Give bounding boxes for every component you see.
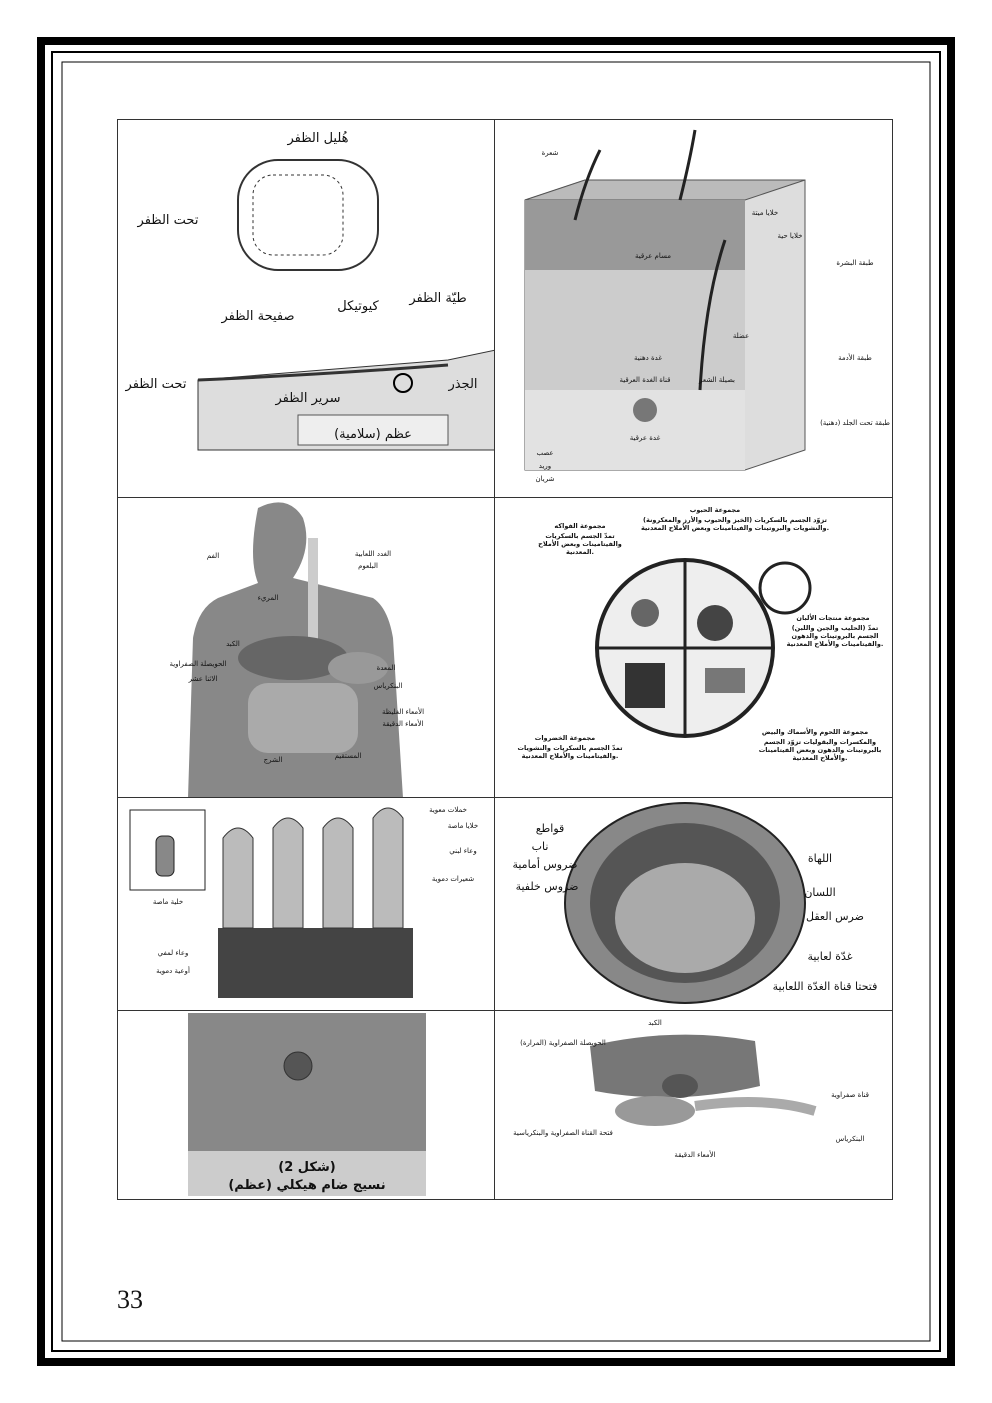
label-incisors: قواطع: [535, 822, 565, 835]
label-dermis: طبقة الأدمة: [838, 354, 872, 362]
page-number: 33: [117, 1285, 143, 1314]
label-cuticle: كيوتيكل: [337, 299, 379, 314]
label-small-intestine: الأمعاء الدقيقة: [674, 1151, 716, 1159]
label-stomach: المعدة: [376, 664, 396, 672]
mouth-diagram-cell: [494, 797, 893, 1011]
bone-tissue-image: [118, 1011, 495, 1200]
label-epidermis: طبقة البشرة: [836, 259, 874, 267]
label-uvula: اللهاة: [807, 852, 833, 865]
label-nerve: عصب: [536, 449, 554, 457]
label-liver: الكبد: [648, 1019, 662, 1027]
label-rectum: المستقيم: [334, 752, 362, 760]
label-sweat-duct: قناة الغدة العرقية: [619, 376, 671, 384]
label-premolars: ضروس أمامية: [512, 858, 578, 871]
label-lacteal: وعاء لبني: [449, 847, 477, 855]
villi-diagram: [118, 798, 495, 1011]
label-large-intestine: الأمعاء الغليظة: [381, 708, 425, 716]
label-artery: شريان: [535, 475, 555, 483]
label-gallbladder: الحويصلة الصفراوية (المرارة): [520, 1039, 606, 1047]
label-common-opening: فتحة القناة الصفراوية والبنكرياسية: [513, 1129, 613, 1137]
food-protein-title: مجموعة اللحوم والأسماك والبيض: [761, 728, 869, 736]
label-hair: شعرة: [541, 149, 559, 157]
label-molars: ضروس خلفية: [515, 880, 579, 893]
label-live-cells: خلايا حية: [777, 232, 803, 240]
label-salivary: الغدد اللعابية: [354, 550, 392, 558]
label-muscle: عضلة: [732, 332, 750, 340]
label-blood-vessels: أوعية دموية: [156, 967, 190, 975]
label-absorptive: خلايا ماصة: [447, 822, 479, 830]
label-bone: عظم (سلامية): [334, 427, 412, 442]
label-pore: مسام عرقية: [635, 252, 671, 260]
nail-diagram-cell: [117, 119, 495, 498]
label-sweat-gland: غدة عرقية: [629, 434, 661, 442]
label-liver: الكبد: [226, 640, 240, 648]
label-subcutaneous: طبقة تحت الجلد (دهنية): [820, 419, 890, 427]
digestive-system-cell: [117, 497, 495, 798]
bone-caption-line2: نسيج ضام هيكلي (عظم): [228, 1178, 386, 1193]
skin-diagram-cell: [494, 119, 893, 498]
label-nail-fold: طيّة الظفر: [409, 291, 467, 306]
label-mouth: الفم: [206, 552, 220, 560]
label-duct-openings: فتحتا قناة الغدّة اللعابية: [772, 980, 878, 993]
food-protein-text: والمكسرات والبقوليات تزوّد الجسم بالبروتينات والدهون وبعض الفيتامينات والأملاح المعدنية.: [758, 738, 882, 762]
digestive-system-diagram: [118, 498, 495, 798]
food-dairy-title: مجموعة منتجات الألبان: [796, 614, 870, 622]
label-lymph: وعاء لمفي: [157, 949, 189, 957]
label-pancreas: البنكرياس: [835, 1135, 865, 1143]
label-duodenum: الاثنا عشر: [188, 675, 218, 683]
label-gallbladder: الحويصلة الصفراوية: [169, 660, 227, 668]
label-pancreas: البنكرياس: [373, 682, 403, 690]
food-fruits-text: تمدّ الجسم بالسكريات والفيتامينات وبعض الأملاح المعدنية.: [538, 532, 622, 556]
liver-diagram: [495, 1011, 893, 1200]
label-lunula: هُليل الظفر: [287, 131, 349, 146]
label-salivary-gland: غدّة لعابية: [807, 950, 853, 963]
label-vein: وريد: [538, 462, 552, 470]
label-follicle: بصيلة الشعر: [699, 376, 735, 384]
label-bile-duct: قناة صفراوية: [831, 1091, 869, 1099]
villi-diagram-cell: [117, 797, 495, 1011]
label-wisdom: ضرس العقل: [806, 910, 864, 923]
skin-diagram: [495, 120, 893, 498]
food-dairy-text: (الحليب والجبن واللبن) تمدّ الجسم بالبروتينات والدهون والفيتامينات والأملاح المعدنية.: [786, 624, 884, 648]
label-hyponychium-bottom: تحت الظفر: [125, 377, 187, 392]
food-veg-text: تمدّ الجسم بالسكريات والنشويات والفيتامينات والأملاح المعدنية.: [517, 744, 623, 760]
label-microvilli: خملات معوية: [429, 806, 467, 814]
label-hyponychium-top: تحت الظفر: [137, 213, 199, 228]
liver-diagram-cell: [494, 1010, 893, 1200]
label-canine: ناب: [531, 840, 549, 853]
label-pharynx: البلعوم: [358, 562, 378, 570]
label-root: الجذر: [448, 377, 478, 392]
food-fruits-title: مجموعة الفواكه: [554, 522, 606, 530]
label-esophagus: المريء: [257, 594, 279, 602]
mouth-diagram: [495, 798, 893, 1011]
food-groups-cell: [494, 497, 893, 798]
label-anus: الشرج: [263, 756, 283, 764]
label-sebaceous: غدة دهنية: [633, 354, 663, 362]
label-tongue: اللسان: [804, 886, 836, 899]
label-capillaries: شعيرات دموية: [431, 875, 475, 883]
bone-caption-line1: (شكل 2): [278, 1160, 336, 1175]
label-small-intestine: الأمعاء الدقيقة: [382, 720, 424, 728]
label-nail-bed: سرير الظفر: [275, 391, 341, 406]
food-veg-title: مجموعة الخضروات: [534, 734, 596, 742]
label-nail-plate: صفيحة الظفر: [221, 309, 295, 324]
food-grains-text: (الخبز والحبوب والأرز والمعكرونة) تزوّد الجسم بالسكريات والنشويات والبروتينات والفيتامينات وبعض الأملاح المعدنية.: [640, 516, 830, 532]
bone-tissue-cell: [117, 1010, 495, 1200]
label-dead-cells: خلايا ميتة: [751, 209, 779, 217]
label-cell: خلية ماصة: [152, 898, 184, 906]
food-grains-title: مجموعة الحبوب: [689, 506, 741, 514]
nail-diagram: [118, 120, 495, 498]
food-groups-diagram: [495, 498, 893, 798]
